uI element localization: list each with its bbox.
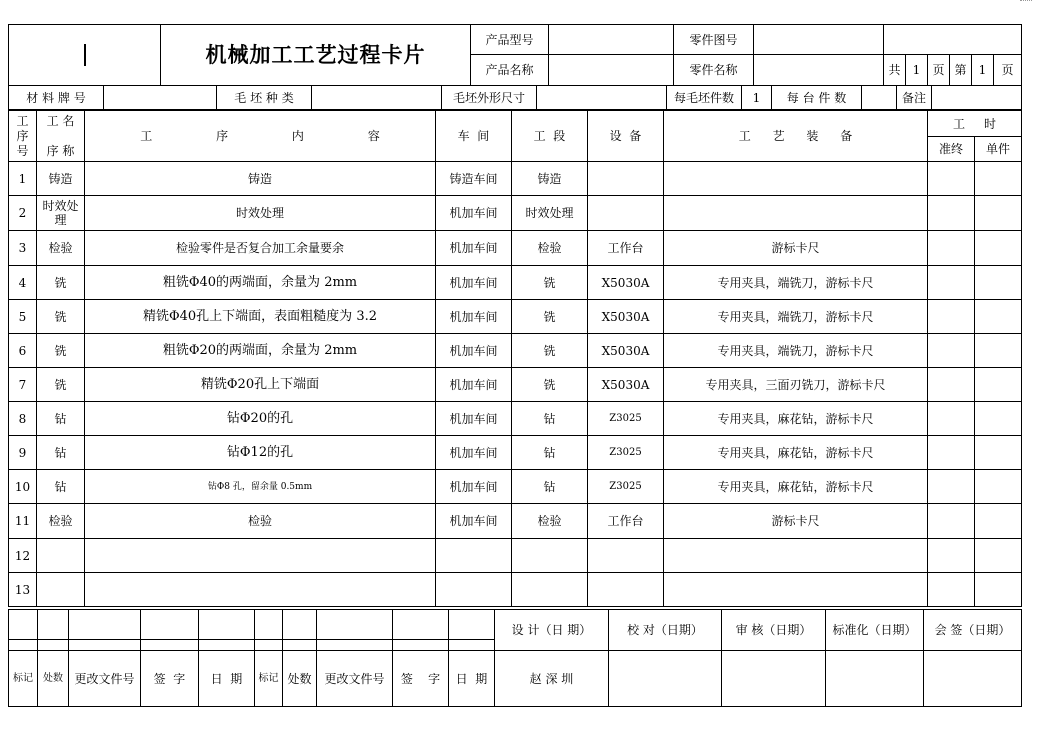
row-name: 时效处理 <box>37 196 85 231</box>
row-prep-final[interactable] <box>928 436 975 470</box>
row-tooling: 专用夹具，端铣刀，游标卡尺 <box>664 266 928 300</box>
review-label: 审 核（日期） <box>722 610 826 651</box>
row-prep-final[interactable] <box>928 470 975 504</box>
footer-blank[interactable] <box>283 610 317 640</box>
footer-blank[interactable] <box>9 640 38 651</box>
total-label: 共 <box>884 55 906 86</box>
col-seq-no <box>9 111 37 162</box>
remark-label: 备注 <box>897 86 932 110</box>
per-blank-label: 每毛坯件数 <box>667 86 742 110</box>
check-field[interactable] <box>609 651 722 707</box>
row-name: 钻 <box>37 402 85 436</box>
row-prep-final[interactable] <box>928 539 975 573</box>
row-content[interactable]: 检验零件是否复合加工余量要余 <box>85 231 436 266</box>
row-no: 6 <box>9 334 37 368</box>
table-row[interactable] <box>9 573 1022 607</box>
row-tooling: 专用夹具，端铣刀，游标卡尺 <box>664 334 928 368</box>
footer-blank[interactable] <box>141 640 199 651</box>
row-content[interactable]: 检验 <box>85 504 436 539</box>
row-tooling: 专用夹具，麻花钻，游标卡尺 <box>664 402 928 436</box>
col-seq-no-1: 工 <box>16 113 29 128</box>
row-section: 检验 <box>512 504 588 539</box>
row-workshop: 机加车间 <box>436 231 512 266</box>
row-equipment: X5030A <box>588 300 664 334</box>
row-tooling: 专用夹具，麻花钻，游标卡尺 <box>664 436 928 470</box>
footer-blank[interactable] <box>199 640 255 651</box>
row-workshop: 机加车间 <box>436 368 512 402</box>
row-per-piece[interactable] <box>975 402 1022 436</box>
row-tooling: 专用夹具，端铣刀，游标卡尺 <box>664 300 928 334</box>
table-row[interactable] <box>9 231 1022 266</box>
row-prep-final[interactable] <box>928 334 975 368</box>
info-table <box>8 85 1022 110</box>
row-workshop: 机加车间 <box>436 504 512 539</box>
row-content[interactable]: 钻Φ20的孔 <box>85 402 436 436</box>
per-blank-value[interactable]: 1 <box>742 86 772 110</box>
row-workshop <box>436 573 512 607</box>
row-equipment: X5030A <box>588 334 664 368</box>
row-equipment: 工作台 <box>588 231 664 266</box>
footer-table <box>8 609 1022 707</box>
change-doc-label-2: 更改文件号 <box>317 651 393 707</box>
product-model-label: 产品型号 <box>471 25 549 55</box>
product-name-field[interactable] <box>549 55 674 86</box>
row-no: 3 <box>9 231 37 266</box>
footer-blank[interactable] <box>255 610 283 640</box>
countersign-field[interactable] <box>924 651 1022 707</box>
col-op-name <box>37 111 85 162</box>
row-content[interactable]: 时效处理 <box>85 196 436 231</box>
page-number[interactable]: 1 <box>972 55 994 86</box>
row-tooling: 游标卡尺 <box>664 504 928 539</box>
text-cursor <box>84 44 86 66</box>
per-unit-field[interactable] <box>862 86 897 110</box>
row-content[interactable]: 精铣Φ40孔上下端面，表面粗糙度为 3.2 <box>85 300 436 334</box>
row-no: 5 <box>9 300 37 334</box>
col-equipment: 设 备 <box>588 111 664 162</box>
row-per-piece[interactable] <box>975 196 1022 231</box>
blank-size-label: 毛坯外形尺寸 <box>442 86 537 110</box>
table-row[interactable] <box>9 436 1022 470</box>
row-prep-final[interactable] <box>928 504 975 539</box>
row-no: 10 <box>9 470 37 504</box>
change-doc-label: 更改文件号 <box>69 651 141 707</box>
footer-blank[interactable] <box>317 610 393 640</box>
page-corner-mark <box>1020 0 1032 9</box>
row-prep-final[interactable] <box>928 368 975 402</box>
product-name-label: 产品名称 <box>471 55 549 86</box>
row-equipment: 工作台 <box>588 504 664 539</box>
row-per-piece[interactable] <box>975 573 1022 607</box>
row-equipment <box>588 196 664 231</box>
row-per-piece[interactable] <box>975 266 1022 300</box>
check-label: 校 对（日期） <box>609 610 722 651</box>
page-label: 第 <box>950 55 972 86</box>
row-content[interactable]: 铸造 <box>85 162 436 196</box>
row-per-piece[interactable] <box>975 334 1022 368</box>
page-title: 机械加工工艺过程卡片 <box>161 25 471 86</box>
row-prep-final[interactable] <box>928 402 975 436</box>
row-section: 铣 <box>512 300 588 334</box>
row-content[interactable]: 钻Φ8 孔，留余量 0.5mm <box>85 470 436 504</box>
table-row[interactable] <box>9 162 1022 196</box>
row-name: 铣 <box>37 334 85 368</box>
design-label: 设 计（日 期） <box>495 610 609 651</box>
total-pages[interactable]: 1 <box>906 55 928 86</box>
row-no: 4 <box>9 266 37 300</box>
row-equipment <box>588 573 664 607</box>
footer-blank[interactable] <box>393 640 449 651</box>
row-name: 铣 <box>37 266 85 300</box>
row-workshop <box>436 539 512 573</box>
row-name: 铣 <box>37 300 85 334</box>
col-tooling: 工 艺 装 备 <box>664 111 928 162</box>
row-section: 铣 <box>512 368 588 402</box>
col-op-name-1: 工 名 <box>46 113 75 128</box>
row-per-piece[interactable] <box>975 368 1022 402</box>
footer-blank[interactable] <box>141 610 199 640</box>
col-per-piece: 单件 <box>975 137 1022 162</box>
sign-label-2: 签 字 <box>393 651 449 707</box>
row-no: 11 <box>9 504 37 539</box>
per-unit-label: 每 台 件 数 <box>772 86 862 110</box>
row-no: 12 <box>9 539 37 573</box>
row-per-piece[interactable] <box>975 504 1022 539</box>
row-name: 铸造 <box>37 162 85 196</box>
count-label-2: 处数 <box>283 651 317 707</box>
standard-field[interactable] <box>826 651 924 707</box>
blank-size-field[interactable] <box>537 86 667 110</box>
col-section: 工 段 <box>512 111 588 162</box>
date-label-2: 日 期 <box>449 651 495 707</box>
footer-blank[interactable] <box>38 610 69 640</box>
row-per-piece[interactable] <box>975 470 1022 504</box>
row-tooling <box>664 539 928 573</box>
row-per-piece[interactable] <box>975 300 1022 334</box>
table-row[interactable] <box>9 368 1022 402</box>
table-row[interactable] <box>9 334 1022 368</box>
row-section <box>512 573 588 607</box>
row-workshop: 机加车间 <box>436 470 512 504</box>
table-row[interactable] <box>9 504 1022 539</box>
row-tooling <box>664 573 928 607</box>
row-workshop: 机加车间 <box>436 334 512 368</box>
row-per-piece[interactable] <box>975 539 1022 573</box>
mark-label-2: 标记 <box>255 651 283 707</box>
process-table <box>8 110 1022 607</box>
row-no: 7 <box>9 368 37 402</box>
mark-label: 标记 <box>9 651 38 707</box>
row-name <box>37 573 85 607</box>
table-row[interactable] <box>9 539 1022 573</box>
col-seq-no-3: 号 <box>16 143 29 158</box>
row-tooling: 专用夹具，三面刃铣刀，游标卡尺 <box>664 368 928 402</box>
row-equipment: X5030A <box>588 266 664 300</box>
row-section: 铣 <box>512 334 588 368</box>
row-name: 检验 <box>37 504 85 539</box>
row-workshop: 机加车间 <box>436 300 512 334</box>
row-section: 铸造 <box>512 162 588 196</box>
row-section: 钻 <box>512 402 588 436</box>
row-no: 13 <box>9 573 37 607</box>
row-equipment: Z3025 <box>588 402 664 436</box>
footer-blank[interactable] <box>317 640 393 651</box>
cursor-cell[interactable] <box>9 25 161 86</box>
row-per-piece[interactable] <box>975 162 1022 196</box>
part-drawing-no-label: 零件图号 <box>674 25 754 55</box>
footer-blank[interactable] <box>393 610 449 640</box>
date-label: 日 期 <box>199 651 255 707</box>
row-content[interactable] <box>85 539 436 573</box>
row-prep-final[interactable] <box>928 196 975 231</box>
row-prep-final[interactable] <box>928 162 975 196</box>
row-section: 钻 <box>512 436 588 470</box>
row-per-piece[interactable] <box>975 436 1022 470</box>
page-unit: 页 <box>994 55 1022 86</box>
row-equipment: X5030A <box>588 368 664 402</box>
row-equipment <box>588 162 664 196</box>
col-workshop: 车 间 <box>436 111 512 162</box>
footer-blank[interactable] <box>69 610 141 640</box>
row-name: 检验 <box>37 231 85 266</box>
footer-blank[interactable] <box>9 610 38 640</box>
part-name-field[interactable] <box>754 55 884 86</box>
row-workshop: 机加车间 <box>436 196 512 231</box>
standard-label: 标准化（日期） <box>826 610 924 651</box>
review-field[interactable] <box>722 651 826 707</box>
table-row[interactable] <box>9 470 1022 504</box>
col-hours: 工 时 <box>928 111 1022 137</box>
row-workshop: 机加车间 <box>436 436 512 470</box>
col-op-name-2: 序 称 <box>46 143 75 158</box>
col-content: 工 序 内 容 <box>85 111 436 162</box>
row-name: 铣 <box>37 368 85 402</box>
row-content[interactable]: 精铣Φ20孔上下端面 <box>85 368 436 402</box>
footer-blank[interactable] <box>69 640 141 651</box>
table-row[interactable] <box>9 300 1022 334</box>
row-no: 9 <box>9 436 37 470</box>
designer-name[interactable]: 赵 深 圳 <box>495 651 609 707</box>
product-model-field[interactable] <box>549 25 674 55</box>
footer-blank[interactable] <box>449 610 495 640</box>
row-prep-final[interactable] <box>928 266 975 300</box>
row-per-piece[interactable] <box>975 231 1022 266</box>
row-section: 检验 <box>512 231 588 266</box>
header-blank-cell[interactable] <box>884 25 1022 55</box>
footer-blank[interactable] <box>255 640 283 651</box>
blank-type-field[interactable] <box>312 86 442 110</box>
row-workshop: 机加车间 <box>436 402 512 436</box>
footer-blank[interactable] <box>199 610 255 640</box>
material-field[interactable] <box>104 86 217 110</box>
row-section: 铣 <box>512 266 588 300</box>
row-prep-final[interactable] <box>928 231 975 266</box>
table-row[interactable] <box>9 266 1022 300</box>
row-content[interactable]: 钻Φ12的孔 <box>85 436 436 470</box>
row-equipment: Z3025 <box>588 470 664 504</box>
row-section: 钻 <box>512 470 588 504</box>
remark-field[interactable] <box>932 86 1022 110</box>
row-workshop: 铸造车间 <box>436 162 512 196</box>
row-no: 8 <box>9 402 37 436</box>
row-name: 钻 <box>37 436 85 470</box>
footer-blank[interactable] <box>38 640 69 651</box>
col-seq-no-2: 序 <box>16 128 29 143</box>
header-table <box>8 24 1022 86</box>
material-label: 材 料 牌 号 <box>9 86 104 110</box>
row-name <box>37 539 85 573</box>
row-name: 钻 <box>37 470 85 504</box>
row-no: 2 <box>9 196 37 231</box>
sign-label: 签 字 <box>141 651 199 707</box>
row-prep-final[interactable] <box>928 300 975 334</box>
row-section <box>512 539 588 573</box>
row-section: 时效处理 <box>512 196 588 231</box>
row-equipment <box>588 539 664 573</box>
row-tooling <box>664 162 928 196</box>
row-tooling: 专用夹具，麻花钻，游标卡尺 <box>664 470 928 504</box>
part-name-label: 零件名称 <box>674 55 754 86</box>
blank-type-label: 毛 坯 种 类 <box>217 86 312 110</box>
countersign-label: 会 签（日期） <box>924 610 1022 651</box>
row-content[interactable]: 粗铣Φ40的两端面，余量为 2mm <box>85 266 436 300</box>
table-row[interactable] <box>9 196 1022 231</box>
row-tooling: 游标卡尺 <box>664 231 928 266</box>
total-page-unit: 页 <box>928 55 950 86</box>
row-prep-final[interactable] <box>928 573 975 607</box>
row-equipment: Z3025 <box>588 436 664 470</box>
part-drawing-no-field[interactable] <box>754 25 884 55</box>
table-row[interactable] <box>9 402 1022 436</box>
row-content[interactable] <box>85 573 436 607</box>
row-no: 1 <box>9 162 37 196</box>
count-label: 处数 <box>38 651 69 707</box>
col-prep-final: 准终 <box>928 137 975 162</box>
footer-blank[interactable] <box>449 640 495 651</box>
row-workshop: 机加车间 <box>436 266 512 300</box>
footer-blank[interactable] <box>283 640 317 651</box>
row-tooling <box>664 196 928 231</box>
row-content[interactable]: 粗铣Φ20的两端面，余量为 2mm <box>85 334 436 368</box>
